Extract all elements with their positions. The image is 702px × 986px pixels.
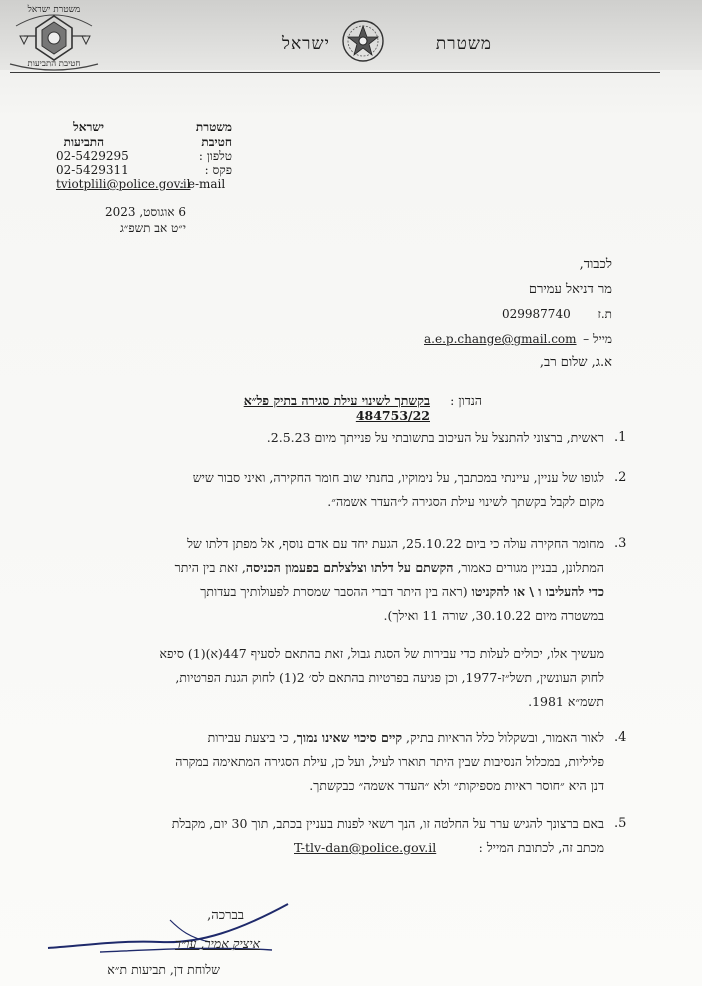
closing-signer: איציק אמיר, עו״ד <box>174 936 260 951</box>
para-4-line-3: דנן היא ״חוסר ראיות מספיקות״ ולא ״העדר אשמה״ כבקשתך. <box>309 778 604 793</box>
para-3b-line-1: מעשיך אלו, יכולים לעלות כדי עבירות של הסגת גבול, זאת בהתאם לסעיף 447(א)(1) סיפא <box>159 646 604 661</box>
para-5-line-2: מכתב זה, לכתובת המייל : <box>478 840 604 855</box>
greeting: א.ג, שלום רב, <box>539 355 612 370</box>
subject-text: בקשתך לשינוי עילת סגירה בתיק פל״א 484753/22 <box>243 393 430 423</box>
label-email: : e-mail <box>180 177 226 191</box>
para-3-number: .3 <box>614 536 627 551</box>
label-police: משטרת <box>195 120 232 134</box>
label-fax: פקס : <box>204 163 232 177</box>
date-gregorian: 6 אוגוסט, 2023 <box>104 205 186 219</box>
para-5-number: .5 <box>614 816 627 831</box>
para-3-line-2: המתלונן, בבניין מגורים כאמור, הקשתם על דלתו וצלצלתם בפעמון הכניסה, זאת בין היתר <box>174 560 604 575</box>
para-4-line-2: פליליות, במכלול הנסיבות שבין היתר תוארו לעיל, ועל כן, עילת הסגירה המתאימה במקרה <box>175 754 604 769</box>
contact-unit: ישראל <box>73 120 104 134</box>
para-1-number: .1 <box>614 430 627 445</box>
header-title-israel: ישראל <box>282 34 330 54</box>
para-3b-line-2: לחוק העונשין, תשל״ז-1977, וכן פגיעה בפרטיות בהתאם לס׳ 2(1) לחוק הגנת הפרטיות, <box>175 670 604 685</box>
contact-division: התביעות <box>63 135 104 149</box>
header-rule <box>10 72 660 73</box>
closing-regards: בברכה, <box>207 908 244 923</box>
subject-label: הנדון : <box>450 393 482 408</box>
para-5-line-1: באם ברצונך להגיש ערר על החלטה זו, הנך רשאי לפנות בעניין בכתב, תוך 30 יום, מקבלת <box>171 816 604 831</box>
para-1: ראשית, ברצוני להתנצל על העיכוב בתשובתי על פנייתך מיום 2.5.23. <box>266 430 604 445</box>
closing-unit: שלוחת דן, תביעות ת״א <box>107 962 220 977</box>
seal-text-top: משטרת ישראל <box>27 5 81 15</box>
appeal-email-link[interactable]: T-tlv-dan@police.gov.il <box>294 840 437 855</box>
recipient-id-value: 029987740 <box>502 307 571 321</box>
para-3-line-3: כדי להעליבו ו \ או להקניטו (ראה בין היתר דברי ההסבר שמסרת לפעולותיך בעדותך <box>200 584 604 599</box>
para-3-line-1: מחומר החקירה עולה כי ביום 25.10.22, הגעת יחד עם אדם נוסף, אל מפתן דלתו של <box>187 536 604 551</box>
para-3b-line-3: תשמ״א 1981. <box>528 694 604 709</box>
contact-fax: 02-5429311 <box>56 163 129 177</box>
para-4-number: .4 <box>614 730 627 745</box>
recipient-name: מר דניאל עמירם <box>528 282 612 297</box>
para-2-line-2: מקום לקבל בקשתך לשינוי עילת הסגירה ל״העדר אשמה״. <box>327 494 604 509</box>
recipient-mail-link[interactable]: a.e.p.change@gmail.com <box>424 332 577 346</box>
label-phone: טלפון : <box>198 149 232 163</box>
label-division: חטיבת <box>201 135 232 149</box>
recipient-mail-label: מייל – <box>583 332 612 346</box>
recipient-to: לכבוד, <box>579 257 612 272</box>
para-2-line-1: לגופו של עניין, עיינתי במכתבך, על נימוקיו, בחנתי שוב חומר החקירה, ואיני סבור שיש <box>192 470 604 485</box>
seal-text-bottom: חטיבת התביעות <box>27 59 81 69</box>
para-2-number: .2 <box>614 470 627 485</box>
contact-phone: 02-5429295 <box>56 149 129 163</box>
date-hebrew: י״ט אב תשפ״ג <box>119 221 186 235</box>
para-4-line-1: לאור האמור, ובשקלול כלל הראיות בתיק, קיים סיכוי שאינו נמוך, כי ביצעת עבירות <box>207 730 604 745</box>
contact-email-link[interactable]: tviotplili@police.gov.il <box>56 177 191 191</box>
recipient-id-label: ת.ז <box>597 307 612 321</box>
para-3-line-4: במשטרה מיום 30.10.22, שורה 11 ואילך). <box>383 608 604 623</box>
header-title-police: משטרת <box>435 34 492 54</box>
police-emblem-icon <box>340 18 386 64</box>
